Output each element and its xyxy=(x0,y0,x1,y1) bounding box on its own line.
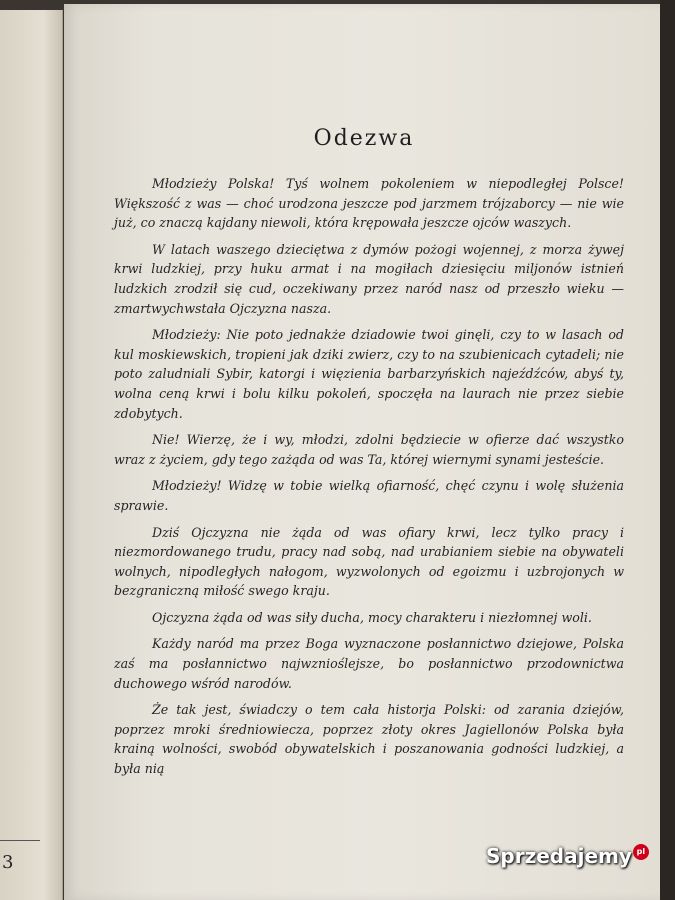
paragraph: Każdy naród ma przez Boga wyznaczone posłannictwo dziejowe, Polska zaś ma posłannictwo najwznioślejsze, bo posłannictwo przodownictwa duchowego wśród narodów. xyxy=(114,636,624,691)
body-text xyxy=(114,174,624,786)
document-page xyxy=(64,4,664,900)
left-page-edge xyxy=(0,10,63,900)
paragraph: Młodzieży: Nie poto jednakże dziadowie twoi ginęli, czy to w lasach od kul moskiewskich, tropieni jak dziki zwierz, czy to na szubienicach cytadeli; nie poto zaludniali Sybir, katorgi i więzienia barbarzyńskich najeźdźców, abyś ty, wolna ceną krwi i bolu kilku pokoleń, spoczęła na laurach nie przez siebie zdobytych. xyxy=(114,327,624,421)
watermark-text: Sprzedajemy xyxy=(486,844,632,868)
footer-rule xyxy=(0,840,40,841)
paragraph: W latach waszego dzieciętwa z dymów pożogi wojennej, z morza żywej krwi ludzkiej, przy huku armat i na mogiłach dziesięciu miljonów istnień ludzkich zrodził się cud, oczekiwany przez naród nasz od przeszło wieku — zmartwychwstała Ojczyzna nasza. xyxy=(114,241,624,316)
paragraph: Że tak jest, świadczy o tem cała historja Polski: od zarania dziejów, poprzez mroki średniowiecza, poprzez złoty okres Jagiellonów Polska była krainą wolności, swobód obywatelskich i poszanowania godności ludzkiej, a była nią xyxy=(114,702,624,777)
page-number: 3 xyxy=(2,852,14,873)
watermark-logo xyxy=(486,844,649,868)
paragraph: Młodzieży Polska! Tyś wolnem pokoleniem w niepodległej Polsce! Większość z was — choć urodzona jeszcze pod jarzmem trójzaborcy — nie wie już, co znaczą kajdany niewoli, która krępowała jeszcze ojców waszych. xyxy=(114,176,624,231)
paragraph: Ojczyzna żąda od was siły ducha, mocy charakteru i niezłomnej woli. xyxy=(152,609,592,625)
paragraph: Nie! Wierzę, że i wy, młodzi, zdolni będziecie w ofierze dać wszystko wraz z życiem, gdy tego zażąda od was Ta, której wiernymi synami jesteście. xyxy=(114,432,624,467)
pl-badge-icon: pl xyxy=(633,844,649,860)
background-edge xyxy=(660,0,675,900)
page-title: Odezwa xyxy=(313,126,415,151)
paragraph: Dziś Ojczyzna nie żąda od was ofiary krwi, lecz tylko pracy i niezmordowanego trudu, pracy nad sobą, nad urabianiem siebie na obywateli wolnych, nipodległych nałogom, wyzwolonych od egoizmu i uzbrojonych w bezgraniczną miłość swego kraju. xyxy=(114,524,624,599)
paragraph: Młodzieży! Widzę w tobie wielką ofiarność, chęć czynu i wolę służenia sprawie. xyxy=(114,478,624,513)
